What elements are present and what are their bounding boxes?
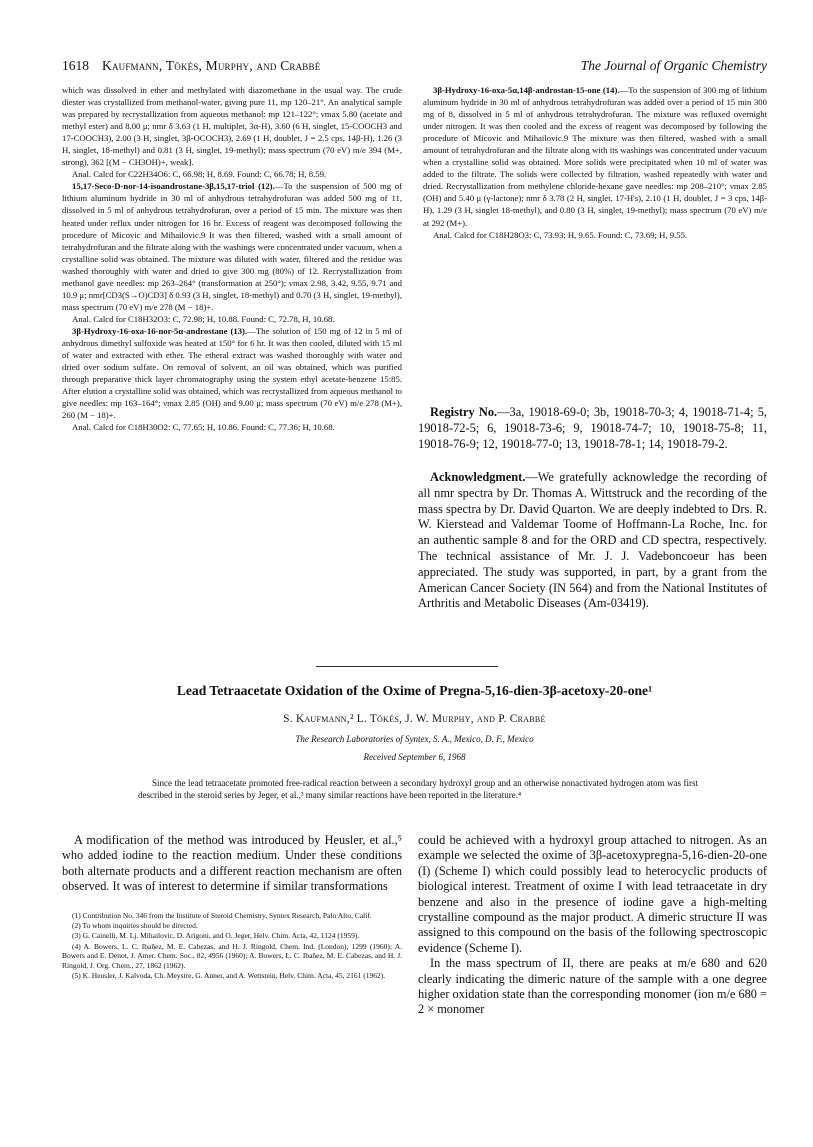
registry-numbers (418, 405, 767, 452)
footnote-5: (5) K. Heusler, J. Kalvoda, Ch. Meystre, G. Anner, and A. Wettstein, Helv. Chim. Acta, 45, 2161 (1962). (72, 971, 386, 981)
footnote-4: (4) A. Bowers, L. C. Ibañez, M. E. Cabezas, and H. J. Ringold, Chem. Ind. (London), 1299 (1960); A. Bowers and E. Denot, J. Amer. Chem. Soc., 82, 4956 (1960); A. Bowers, L. C. Ibañez, M. E. Cabezas, and H. J. Ringold, J. Org. Chem., 27, 1862 (1962). (62, 941, 402, 971)
journal-name: The Journal of Organic Chemistry (580, 58, 767, 73)
body-left-column (62, 833, 402, 895)
left-column-experimental (62, 84, 402, 433)
acknowledgment (418, 470, 767, 612)
analysis-14: Anal. Calcd for C18H28O3: C, 73.93; H, 9.65. Found: C, 73.69; H, 9.55. (433, 229, 688, 240)
paragraph-oxa-androstane (62, 325, 402, 421)
analysis-12: Anal. Calcd for C18H32O3: C, 72.98; H, 10.88. Found: C, 72.78, H, 10.68. (72, 313, 335, 324)
footnote-1: (1) Contribution No. 346 from the Institute of Steroid Chemistry, Syntex Research, Palo Alto, Calif. (72, 911, 372, 920)
compound-heading-13: 3β-Hydroxy-16-oxa-16-nor-5α-androstane (13). (72, 325, 248, 336)
page-number: 1618 (62, 58, 89, 73)
procedure-12: —To the suspension of 500 mg of lithium aluminum hydride in 30 ml of anhydrous tetrahydrofuran was added 500 mg of 11, dissolved in 5 ml of anhydrous tetrahydrofuran, over a period of 15 min. The mixture was then heated under reflux under nitrogen for 16 hr. Excess of reagent was decomposed following the procedure of Micovic and Mihailovic.9 It was then filtered, washed with a small amount of tetrahydrofuran and the filtrate along with the washings were concentrated under vacuum, when a crystalline solid was obtained. The mixture was diluted with water, filtered and the residue was washed thoroughly with water and dried to give 300 mg (80%) of 12. Recrystallization from methanol gave needles: mp 263–264° (transformation at 250°); νmax 2.98, 3.42, 9.55, 9.71 and 10.9 μ; nmr[CD3(S→O)CD3] δ 0.93 (3 H, singlet, 18-methyl) and 0.70 (3 H, singlet, 19-methyl), mass spectrum (70 eV) m/e 278 (M − 18)+. (62, 181, 402, 312)
body-right-column (418, 833, 767, 1018)
body-paragraph-1: A modification of the method was introduced by Heusler, et al.,⁵ who added iodine to the reaction medium. Under these conditions both alternate products and a different reaction mechanism are often observed. It was of interest to determine if similar transformations (62, 833, 402, 894)
footnote-3: (3) G. Cainelli, M. Lj. Mihailovic, D. Arigoni, and O. Jeger, Helv. Chim. Acta, 42, 1124 (1959). (72, 931, 360, 941)
abstract-text: Since the lead tetraacetate promoted free-radical reaction between a secondary hydroxyl group and an otherwise nonactivated hydrogen atom was first described in the steroid series by Jeger, et al.,³ many similar reactions have been reported in the literature.⁴ (138, 778, 698, 800)
paragraph-diester: which was dissolved in ether and methylated with diazomethane in the usual way. The crude diester was crystallized from methanol-water, giving pure 11, mp 120–21°. An analytical sample was prepared by recrystallization from aqueous methanol: mp 121–122°; νmax 5.80 (acetate and methyl ester) and 8.00 μ; nmr δ 3.63 (1 H, multiplet, 3α-H), 3.60 (6 H, singlet, 15-COOCH3 and 17-COOCH3), 2.00 (3 H, singlet, 3β-OCOCH3), 2.69 (1 H, doublet, J = 2.5 cps, 14β-H), 1.26 (3 H, singlet, 18-methyl) and 0.81 (3 H, singlet, 19-methyl); mass spectrum (70 eV) m/e 394 (M+, strong), 362 [(M − CH3OH)+, weak]. (62, 85, 402, 168)
section-divider (316, 666, 498, 667)
analysis-11: Anal. Calcd for C22H34O6: C, 66.98; H, 8.69. Found: C, 66.78; H, 8.59. (72, 169, 327, 180)
header-authors: Kaufmann, Tökés, Murphy, and Crabbé (102, 58, 321, 73)
abstract (138, 778, 698, 801)
body-paragraph-2: could be achieved with a hydroxyl group attached to nitrogen. As an example we selected the oxime of 3β-acetoxypregna-5,16-dien-20-one (I) (Scheme I) which could possibly lead to heterocyclic products of biological interest. Treatment of oxime I with lead tetraacetate in dry benzene and also in the presence of iodine gave a high-melting crystalline compound as the major product. A dimeric structure II was assigned to this compound on the basis of the following spectroscopic evidence (Scheme I). (418, 833, 767, 955)
analysis-13: Anal. Calcd for C18H30O2: C, 77.65; H, 10.86. Found: C, 77.36; H, 10.68. (72, 422, 335, 433)
footnotes (62, 911, 402, 981)
footnote-2: (2) To whom inquiries should be directed. (72, 921, 198, 931)
registry-label: Registry No. (430, 405, 498, 419)
running-header (62, 58, 767, 78)
acknowledgment-label: Acknowledgment. (430, 470, 526, 484)
compound-heading-12: 15,17-Seco-D-nor-14-isoandrostane-3β,15,17-triol (12). (72, 181, 275, 192)
procedure-14: —To the suspension of 300 mg of lithium aluminum hydride in 30 ml of anhydrous tetrahydrofuran was added over a period of 15 min 300 mg of 8, dissolved in 5 ml of anhydrous tetrahydrofuran. The mixture was refluxed overnight under nitrogen. It was then cooled and the excess of reagent was decomposed by following the procedure of Micovic and Mihailovic.9 The mixture was then filtered, washed with a small amount of tetrahydrofuran and the filtrate along with its washings was concentrated under vacuum when a crystalline solid was obtained. More solids were precipitated when 10 ml of water was added to the filtrate. The solids were collected by filtration, washed repeatedly with water and dried. Recrystallization from methylene chloride-hexane gave needles: mp 208–210°; νmax 2.85 (OH) and 5.40 μ (γ-lactone); nmr δ 3.78 (2 H, singlet, 17-H's), 2.10 (1 H, doublet, J = 3 cps, 14β-H), 1.29 (3 H, singlet 18-methyl), and 0.80 (3 H, singlet, 19-methyl); mass spectrum (70 eV) m/e at 292 (M+). (423, 85, 767, 228)
acknowledgment-text: —We gratefully acknowledge the recording of all nmr spectra by Dr. Thomas A. Wittstruck and the recording of the mass spectra by Dr. David Quarton. We are deeply indebted to Drs. R. W. Kierstead and Valdemar Toome of Hoffmann-La Roche, Inc. for an authentic sample 8 and for the ORD and CD spectra, respectively. The technical assistance of Mr. J. J. Vadeboncoeur has been appreciated. The study was supported, in part, by a grant from the American Cancer Society (IN 564) and from the National Institutes of Arthritis and Metabolic Diseases (Am-03419). (418, 470, 767, 611)
paragraph-lactone (423, 84, 767, 229)
article-authors: S. Kaufmann,² L. Tökés, J. W. Murphy, and P. Crabbé (283, 713, 546, 725)
received-date: Received September 6, 1968 (363, 752, 466, 762)
paragraph-triol (62, 180, 402, 313)
right-column-experimental (423, 84, 767, 241)
article-affiliation: The Research Laboratories of Syntex, S. A., Mexico, D. F., Mexico (295, 734, 534, 744)
article-title: Lead Tetraacetate Oxidation of the Oxime of Pregna-5,16-dien-3β-acetoxy-20-one¹ (176, 683, 653, 698)
registry-text: —3a, 19018-69-0; 3b, 19018-70-3; 4, 19018-71-4; 5, 19018-72-5; 6, 19018-73-6; 9, 19018-74-7; 10, 19018-75-8; 11, 19018-76-9; 12, 19018-77-0; 13, 19018-78-1; 14, 19018-79-2. (418, 405, 767, 451)
compound-heading-14: 3β-Hydroxy-16-oxa-5α,14β-androstan-15-one (14). (433, 85, 620, 95)
body-paragraph-3: In the mass spectrum of II, there are peaks at m/e 680 and 620 clearly indicating the dimeric nature of the sample with a one degree higher oxidation state than the corresponding monomer (ion m/e 680 = 2 × monomer (418, 956, 767, 1017)
procedure-13: —The solution of 150 mg of 12 in 5 ml of anhydrous dimethyl sulfoxide was heated at 150° for 6 hr. It was then cooled, diluted with 15 ml of water and extracted with ether. The etheral extract was washed thoroughly with water and dried over sodium sulfate. On removal of solvent, an oil was obtained, which was purified through preparative thick layer chromatography using the system ethyl acetate-benzene 15:85. After elution a crystalline solid was obtained, which was recrystallized from aqueous methanol to give needles: mp 163–164°; νmax 2.85 (OH) and 9.00 μ; mass spectrum (70 eV) m/e 278 (M+), 260 (M − 18)+. (62, 325, 402, 421)
